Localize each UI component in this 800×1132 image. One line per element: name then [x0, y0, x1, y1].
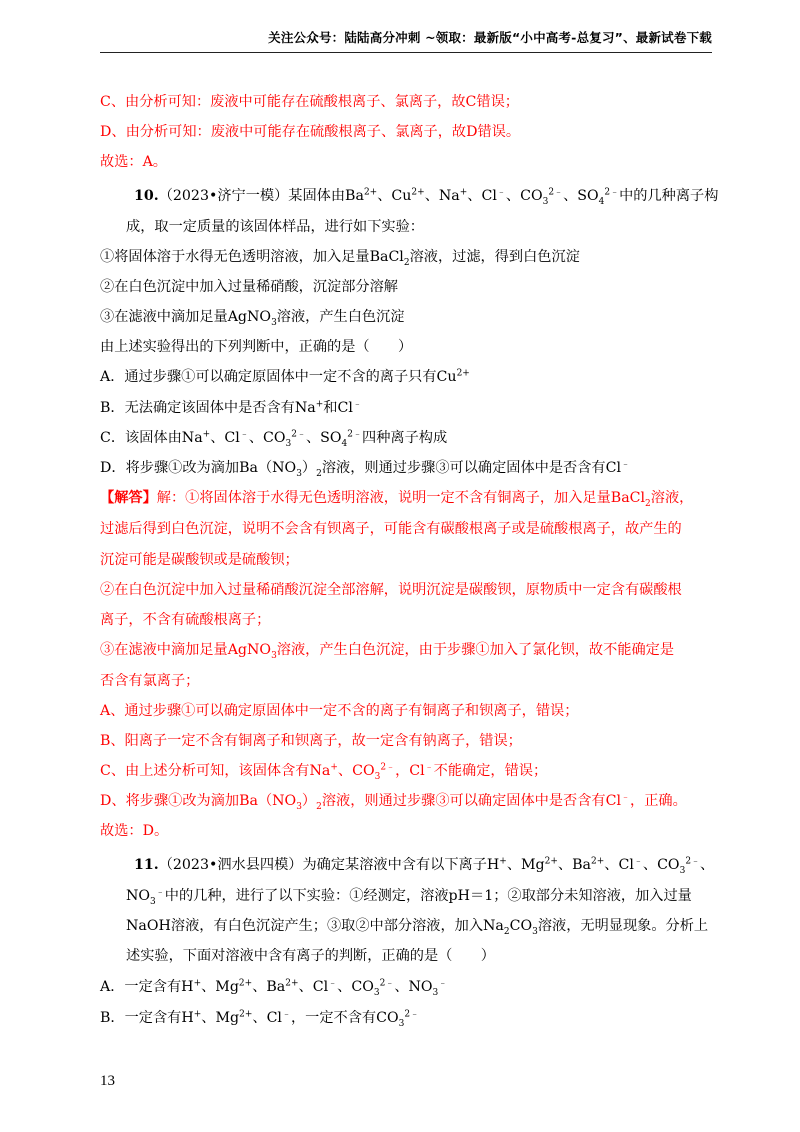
step-3	[100, 307, 405, 327]
text: 、Cl	[604, 857, 634, 873]
sub: 3	[542, 196, 549, 207]
text: 四种离子构成	[362, 430, 448, 446]
text: ③在滤液中滴加足量AgNO	[100, 309, 272, 325]
text: 不能确定，错误；	[433, 763, 548, 779]
sub: 3	[271, 650, 277, 661]
answer-line-1	[100, 488, 693, 508]
text: 、Na	[424, 188, 460, 204]
text: ，Cl	[395, 763, 425, 779]
text: 溶液，则通过步骤③可以确定固体中是否含有Cl	[321, 793, 622, 809]
sup: 2﹣	[548, 187, 564, 198]
page-number: 13	[100, 1073, 115, 1089]
question-10-line-2: 成，取一定质量的该固体样品，进行如下实验：	[126, 219, 424, 235]
sub: 2	[645, 498, 651, 509]
page-header: 关注公众号：陆陆高分冲刺 ~领取：最新版“小中高考-总复习”、最新试卷下载	[268, 30, 712, 45]
answer-line-6	[100, 640, 674, 660]
sub: 3	[296, 468, 302, 479]
text: 、Cu	[377, 188, 412, 204]
sup: ﹣	[281, 1009, 291, 1020]
text: ）	[301, 793, 317, 809]
sup: ﹣	[328, 978, 338, 989]
text: 、CO	[642, 857, 680, 873]
text: CO	[509, 918, 533, 934]
question-prompt: 由上述实验得出的下列判断中，正确的是（ ）	[100, 339, 413, 355]
text: 、Cl	[210, 430, 240, 446]
answer-line-2: 过滤后得到白色沉淀，说明不会含有钡离子，可能含有碳酸根离子或是硫酸根离子，故产生的	[100, 521, 682, 537]
text: 、Cl	[467, 188, 497, 204]
text: 溶液，则通过步骤③可以确定固体中是否含有Cl	[321, 460, 622, 476]
text: 、CO	[505, 188, 543, 204]
sub: 3	[373, 987, 380, 998]
text: 、CO	[248, 430, 286, 446]
sup: +	[315, 399, 324, 410]
text: C．该固体由Na	[100, 430, 203, 446]
answer-line-10	[100, 761, 547, 781]
sup: ﹣	[155, 887, 165, 898]
text: D．将步骤①改为滴加Ba（NO	[100, 460, 297, 476]
text: （2023•泗水县四模）为确定某溶液中含有以下离子H	[158, 857, 500, 873]
text: 解：①将固体溶于水得无色透明溶液，说明一定不含有铜离子，加入足量BaCl	[156, 490, 646, 506]
text: ，正确。	[630, 793, 687, 809]
step-1	[100, 247, 580, 267]
answer-line-7: 否含有氯离子；	[100, 673, 200, 689]
text: B．一定含有H	[100, 1010, 194, 1026]
answer-line-5: 离子，不含有硫酸根离子；	[100, 612, 271, 628]
sub: 3	[532, 926, 538, 937]
sup: 2﹣	[347, 429, 362, 440]
text: 和Cl	[323, 400, 353, 416]
analysis-line-d: D、由分析可知：废液中可能存在硫酸根离子、氯离子，故D错误。	[100, 124, 521, 140]
answer-line-4: ②在白色沉淀中加入过量稀硝酸沉淀全部溶解，说明沉淀是碳酸钡，原物质中一定含有碳酸根	[100, 582, 682, 598]
sub: 3	[432, 987, 439, 998]
sub: 2	[503, 926, 510, 937]
step-2: ②在白色沉淀中加入过量稀硝酸，沉淀部分溶解	[100, 279, 398, 295]
sub: 4	[341, 438, 348, 449]
text: ③在滤液中滴加足量AgNO	[100, 642, 272, 658]
sup: 2﹣	[379, 978, 395, 989]
sub: 3	[285, 438, 292, 449]
sup: ﹣	[352, 399, 362, 410]
sup: +	[459, 187, 468, 198]
sup: 2﹣	[604, 187, 620, 198]
text: NO	[126, 888, 151, 904]
text: 中的几种，进行了以下实验：①经测定，溶液pH＝1；②取部分未知溶液，加入过量	[164, 888, 692, 904]
question-number: 10.	[134, 188, 159, 204]
sup: +	[193, 978, 202, 989]
sub: 3	[296, 801, 302, 812]
sup: ﹣	[239, 429, 249, 440]
answer-line-11	[100, 791, 687, 811]
question-11-line-3	[126, 916, 708, 936]
question-11-line-1	[134, 855, 714, 875]
text: C、由上述分析可知，该固体含有Na	[100, 763, 331, 779]
text: 中的几种离子构	[619, 188, 719, 204]
text: D、将步骤①改为滴加Ba（NO	[100, 793, 297, 809]
option-d	[100, 458, 630, 478]
answer-line-3: 沉淀可能是碳酸钡或是硫酸钡；	[100, 552, 299, 568]
text: B．无法确定该固体中是否含有Na	[100, 400, 316, 416]
text: 、NO	[394, 979, 433, 995]
answer-tag: 【解答】	[100, 490, 157, 506]
sub: 4	[598, 196, 605, 207]
sub: 3	[398, 1018, 405, 1029]
sub: 2	[316, 468, 322, 479]
sup: 2+	[239, 1009, 253, 1020]
sup: ﹣	[621, 459, 631, 470]
text: A．一定含有H	[100, 979, 194, 995]
text: 、Mg	[506, 857, 545, 873]
sup: +	[330, 762, 338, 773]
option-b	[100, 398, 362, 418]
text: 溶液，无明显现象。分析上	[537, 918, 709, 934]
sub: 3	[374, 771, 381, 782]
sub: 3	[271, 317, 277, 328]
question-number: 11.	[134, 857, 159, 873]
q11-option-a	[100, 977, 447, 997]
text: 、SO	[563, 188, 599, 204]
sup: +	[499, 856, 507, 867]
sup: 2﹣	[685, 856, 701, 867]
question-11-line-2	[126, 886, 692, 906]
text: （2023•济宁一模）某固体由Ba	[158, 188, 364, 204]
answer-choice-10: 故选：D。	[100, 823, 169, 839]
text: 、SO	[305, 430, 342, 446]
sup: ﹣	[633, 856, 643, 867]
text: 、Cl	[252, 1010, 282, 1026]
text: 、CO	[337, 979, 374, 995]
text: 、Mg	[201, 979, 239, 995]
sup: +	[202, 429, 211, 440]
text: ，一定不含有CO	[290, 1010, 399, 1026]
text: 、CO	[337, 763, 375, 779]
sup: 2+	[544, 856, 558, 867]
sup: ﹣	[438, 978, 448, 989]
text: ）	[301, 460, 317, 476]
answer-line-8: A、通过步骤①可以确定原固体中一定不含的离子有铜离子和钡离子，错误；	[100, 703, 579, 719]
text: 溶液，产生白色沉淀	[276, 309, 405, 325]
sup: 2+	[411, 187, 425, 198]
answer-line-9: B、阳离子一定不含有铜离子和钡离子，故一定含有钠离子，错误；	[100, 733, 522, 749]
sup: 2﹣	[380, 762, 396, 773]
sup: 2+	[591, 856, 605, 867]
sup: +	[193, 1009, 202, 1020]
header-divider	[100, 52, 712, 53]
text: 、Cl	[298, 979, 329, 995]
text: NaOH溶液，有白色沉淀产生；③取②中部分溶液，加入Na	[126, 918, 504, 934]
text: 溶液，过滤，得到白色沉淀	[409, 249, 580, 265]
option-c	[100, 428, 447, 448]
sup: 2﹣	[291, 429, 306, 440]
sup: 2+	[456, 368, 470, 379]
text: A．通过步骤①可以确定原固体中一定不含的离子只有Cu	[100, 369, 457, 385]
text: 、Ba	[252, 979, 286, 995]
text: 、Mg	[201, 1010, 240, 1026]
sub: 3	[150, 896, 156, 907]
sup: 2+	[285, 978, 299, 989]
analysis-line-c: C、由分析可知：废液中可能存在硫酸根离子、氯离子，故C错误；	[100, 94, 519, 110]
question-10-line-1	[134, 186, 718, 206]
sub: 2	[316, 801, 322, 812]
sup: ﹣	[424, 762, 434, 773]
sup: ﹣	[496, 187, 506, 198]
sup: 2+	[238, 978, 253, 989]
option-a	[100, 367, 470, 387]
sup: 2﹣	[404, 1009, 420, 1020]
sup: ﹣	[621, 792, 631, 803]
q11-option-b	[100, 1008, 419, 1028]
text: ①将固体溶于水得无色透明溶液，加入足量BaCl	[100, 249, 404, 265]
text: 溶液，	[650, 490, 694, 506]
text: 、Ba	[557, 857, 591, 873]
text: 、	[700, 857, 715, 873]
question-11-line-4: 述实验，下面对溶液中含有离子的判断，正确的是（ ）	[126, 948, 495, 964]
sub: 3	[679, 865, 686, 876]
sub: 2	[403, 257, 410, 268]
text: 溶液，产生白色沉淀，由于步骤①加入了氯化钡，故不能确定是	[276, 642, 675, 658]
answer-choice-9: 故选：A。	[100, 154, 167, 170]
sup: 2+	[363, 187, 378, 198]
